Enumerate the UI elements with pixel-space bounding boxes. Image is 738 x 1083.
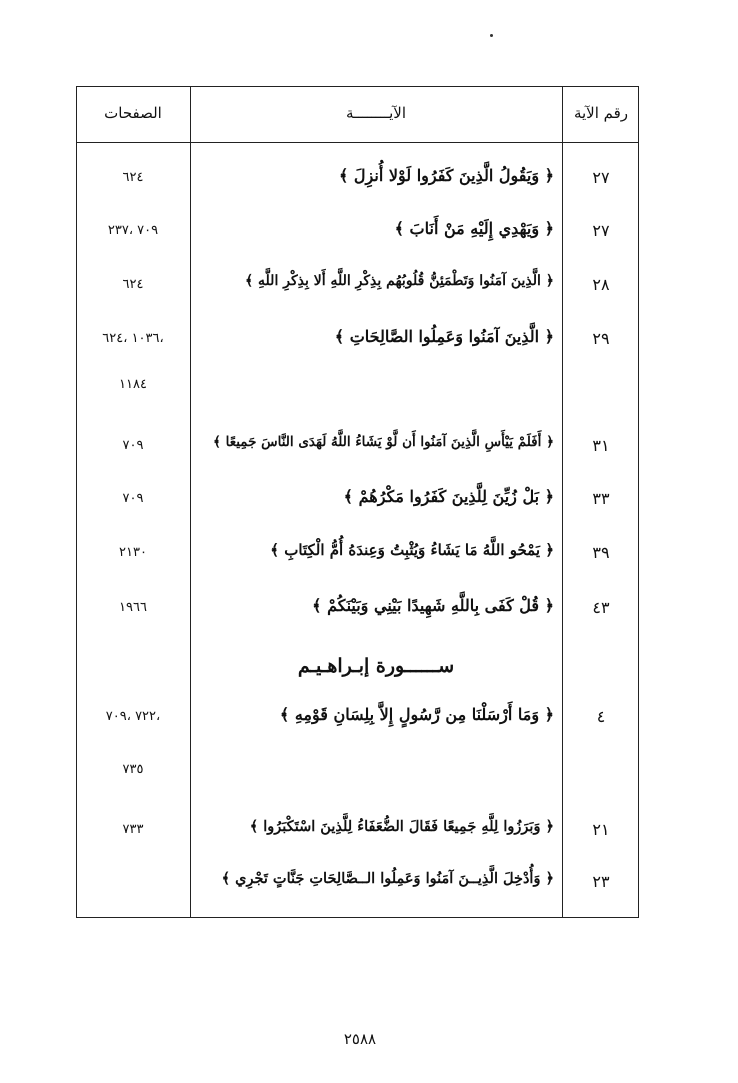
row-pages: ٧٣٣ [122, 822, 144, 837]
row-aya-text: ﴿ وَيَهْدِي إِلَيْهِ مَنْ أَنَابَ ﴾ [394, 219, 554, 238]
row-aya-number: ٢٣ [592, 872, 610, 891]
column-divider-pages [190, 86, 191, 918]
row-pages: ٧٠٩ ،٢٣٧ [107, 223, 159, 238]
row-aya-number: ٤٣ [592, 598, 610, 617]
surah-heading: ســــــورة إبـراهـيـم [297, 655, 455, 677]
row-aya-number: ٢٧ [592, 221, 610, 240]
scan-speck [490, 34, 493, 37]
row-aya-text: ﴿ وَيَقُولُ الَّذِينَ كَفَرُوا لَوْلا أُنزِلَ ﴾ [338, 166, 554, 185]
row-aya-text: ﴿ وَمَا أَرْسَلْنَا مِن رَّسُولٍ إِلاَّ بِلِسَانِ قَوْمِهِ ﴾ [279, 705, 554, 724]
row-aya-text: ﴿ الَّذِينَ آمَنُوا وَعَمِلُوا الصَّالِحَاتِ ﴾ [334, 327, 554, 346]
row-aya-number: ٤ [596, 707, 606, 726]
header-aya: الآيــــــــة [345, 104, 407, 122]
row-aya-text: ﴿ الَّذِينَ آمَنُوا وَتَطْمَئِنُّ قُلُوبُهُم بِذِكْرِ اللَّهِ أَلا بِذِكْرِ اللَّهِ ﴾ [244, 273, 554, 289]
row-aya-text: ﴿ يَمْحُو اللَّهُ مَا يَشَاءُ وَيُثْبِتُ وَعِندَهُ أُمُّ الْكِتَابِ ﴾ [270, 541, 554, 559]
row-pages: ٦٢٤ [122, 277, 144, 292]
row-aya-number: ٣٩ [592, 543, 610, 562]
header-pages: الصفحات [104, 104, 162, 122]
row-aya-number: ٢٧ [592, 168, 610, 187]
row-aya-number: ٣٣ [592, 489, 610, 508]
row-pages: ٦٢٤ [122, 170, 144, 185]
column-divider-number [562, 86, 563, 918]
row-aya-text: ﴿ أَفَلَمْ يَيْأَسِ الَّذِينَ آمَنُوا أَن لَّوْ يَشَاءُ اللَّهُ لَهَدَى النَّاسَ جَمِيعًا ﴾ [212, 434, 554, 450]
row-aya-number: ٣١ [592, 436, 610, 455]
row-pages: ٧٠٩ [122, 491, 144, 506]
row-aya-number: ٢٩ [592, 329, 610, 348]
row-aya-text: ﴿ وَأُدْخِلَ الَّذِيــنَ آمَنُوا وَعَمِلُوا الــصَّالِحَاتِ جَنَّاتٍ تَجْرِي ﴾ [221, 870, 554, 887]
row-pages: ٢١٣٠ [119, 545, 147, 560]
row-aya-text: ﴿ قُلْ كَفَى بِاللَّهِ شَهِيدًا بَيْنِي وَبَيْنَكُمْ ﴾ [312, 596, 554, 615]
row-pages: ٧٠٩ [122, 438, 144, 453]
row-aya-number: ٢٨ [592, 275, 610, 294]
page-number: ٢٥٨٨ [343, 1030, 377, 1048]
row-pages: ١٩٦٦ [119, 600, 147, 615]
row-aya-text: ﴿ بَلْ زُيِّنَ لِلَّذِينَ كَفَرُوا مَكْرُهُمْ ﴾ [343, 487, 554, 506]
row-pages: ٧٣٥ [122, 762, 144, 777]
row-aya-number: ٢١ [592, 820, 610, 839]
row-pages: ،١٠٣٦ ،٦٢٤ [102, 331, 164, 346]
header-aya-number: رقم الآية [573, 104, 629, 122]
row-pages: ١١٨٤ [119, 377, 147, 392]
header-divider [76, 142, 639, 143]
row-aya-text: ﴿ وَبَرَزُوا لِلَّهِ جَمِيعًا فَقَالَ الضُّعَفَاءُ لِلَّذِينَ اسْتَكْبَرُوا ﴾ [249, 818, 554, 835]
row-pages: ،٧٢٢ ،٧٠٩ [105, 709, 161, 724]
